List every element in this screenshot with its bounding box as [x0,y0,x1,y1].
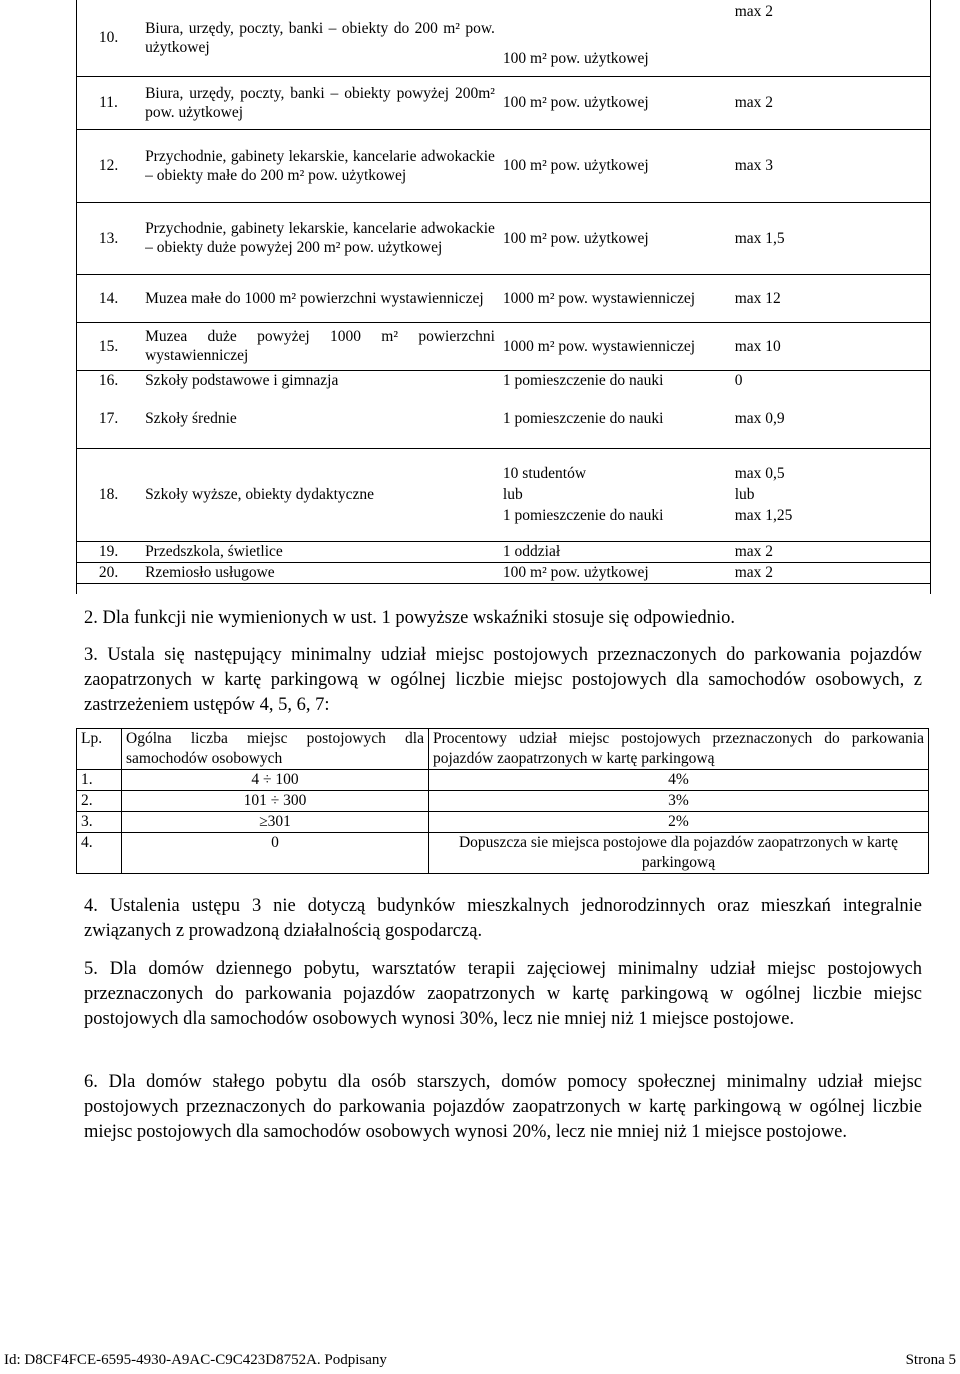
header-total: Ogólna liczba miejsc postojowych dla samochodów osobowych [122,729,429,770]
table-row [76,274,930,322]
row-name: Szkoły wyższe, obiekty dydaktyczne [141,448,499,541]
parking-ratio-table [76,0,930,584]
paragraph-5 [84,957,922,1032]
row-value: max 2 [731,76,930,129]
paragraph-number: 2. [84,608,98,628]
row-number: 13. [76,202,141,274]
unit-line: 10 studentów [502,465,587,482]
row-unit: 1 pomieszczenie do nauki [502,371,664,389]
row-percent: 3% [429,791,929,812]
unit-line: 1 pomieszczenie do nauki [502,507,664,524]
table-row [76,202,930,274]
row-name: Przedszkola, świetlice [141,541,499,562]
row-number: 16. [98,371,119,389]
row-number: 15. [76,322,141,370]
row-value: max 2 [731,541,930,562]
row-unit: 100 m² pow. użytkowej [499,202,731,274]
row-number: 10. [76,0,141,76]
row-value: max 1,5 [731,202,930,274]
row-number: 12. [76,129,141,202]
header-lp: Lp. [77,729,122,770]
row-name: Przychodnie, gabinety lekarskie, kancelarie adwokackie – obiekty duże powyżej 200 m² pow. użytkowej [141,202,499,274]
row-lp: 2. [77,791,122,812]
row-number: 11. [76,76,141,129]
document-id: Id: D8CF4FCE-6595-4930-A9AC-C9C423D8752A. Podpisany [4,1352,387,1368]
table-row [76,390,930,448]
row-value: max 2 [731,0,930,76]
row-name: Muzea duże powyżej 1000 m² powierzchni wystawienniczej [141,322,499,370]
row-name: Biura, urzędy, poczty, banki – obiekty powyżej 200m² pow. użytkowej [141,76,499,129]
row-number: 19. [76,541,141,562]
row-percent: 4% [429,770,929,791]
row-total: ≥301 [122,812,429,833]
row-unit: 100 m² pow. użytkowej [499,0,731,76]
row-number: 14. [76,274,141,322]
table-row [77,812,929,833]
paragraph-number: 6. [84,1072,98,1092]
paragraph-text: Dla domów stałego pobytu dla osób starszych, domów pomocy społecznej minimalny udział miejsc postojowych przeznaczonych do parkowania pojazdów zaopatrzonych w kartę parkingową w ogólnej liczbie miejsc postojowych dla samochodów osobowych wynosi 20%, lecz nie mniej niż 1 miejsce postojowe. [84,1072,923,1142]
table-row [76,370,930,390]
row-value: max 0,9 [731,390,930,448]
value-line: lub [734,486,755,503]
row-number: 17. [76,390,141,448]
row-lp: 4. [77,833,122,874]
paragraph-text: Dla domów dziennego pobytu, warsztatów terapii zajęciowej minimalny udział miejsc postojowych przeznaczonych do parkowania pojazdów zaopatrzonych w kartę parkingową w ogólnej liczbie miejsc postojowych dla samochodów osobowych wynosi 30%, lecz nie mniej niż 1 miejsce postojowe. [84,959,922,1029]
paragraph-number: 3. [84,645,98,665]
table-row [77,770,929,791]
table-row [76,562,930,583]
paragraph-text: Dla funkcji nie wymienionych w ust. 1 powyższe wskaźniki stosuje się odpowiednio. [102,608,735,628]
row-name: Rzemiosło usługowe [141,562,499,583]
row-percent: Dopuszcza sie miejsca postojowe dla pojazdów zaopatrzonych w kartę parkingową [429,833,929,874]
table-row [76,322,930,370]
row-name: Szkoły średnie [141,390,499,448]
row-value: max 12 [731,274,930,322]
header-percent: Procentowy udział miejsc postojowych przeznaczonych do parkowania pojazdów zaopatrzonych w kartę parkingową [429,729,929,770]
row-unit: 100 m² pow. użytkowej [499,562,731,583]
row-total: 101 ÷ 300 [122,791,429,812]
row-name: Muzea małe do 1000 m² powierzchni wystawienniczej [141,274,499,322]
table-row [76,448,930,541]
row-unit [499,448,731,541]
value-line: max 1,25 [734,507,793,524]
row-name: Biura, urzędy, poczty, banki – obiekty do 200 m² pow. użytkowej [141,0,499,76]
row-value: max 3 [731,129,930,202]
unit-line: lub [502,486,523,503]
table-row [76,0,930,76]
paragraph-4 [84,894,922,944]
accessible-parking-table [76,728,929,874]
row-value: max 2 [731,562,930,583]
row-total: 0 [122,833,429,874]
paragraph-text: Ustalenia ustępu 3 nie dotyczą budynków mieszkalnych jednorodzinnych oraz mieszkań integralnie związanych z prowadzoną działalnością gospodarczą. [84,896,922,941]
paragraph-6 [84,1070,922,1145]
table-row [77,833,929,874]
row-lp: 1. [77,770,122,791]
table-row [76,129,930,202]
row-number: 18. [76,448,141,541]
table-header-row [77,729,929,770]
row-lp: 3. [77,812,122,833]
page-number: Strona 5 [905,1352,956,1368]
row-total: 4 ÷ 100 [122,770,429,791]
row-unit: 100 m² pow. użytkowej [499,76,731,129]
row-unit: 1000 m² pow. wystawienniczej [499,274,731,322]
row-unit: 1 pomieszczenie do nauki [499,390,731,448]
paragraph-3 [84,643,922,718]
row-unit: 1000 m² pow. wystawienniczej [499,322,731,370]
row-unit: 100 m² pow. użytkowej [499,129,731,202]
row-value [731,448,930,541]
row-percent: 2% [429,812,929,833]
table-row [76,76,930,129]
row-unit: 1 oddział [499,541,731,562]
paragraph-number: 5. [84,959,98,979]
paragraph-2 [84,606,922,631]
row-value: max 10 [731,322,930,370]
paragraph-text: Ustala się następujący minimalny udział miejsc postojowych przeznaczonych do parkowania pojazdów zaopatrzonych w kartę parkingową w ogólnej liczbie miejsc postojowych dla samochodów osobowych, z zastrzeżeniem ustępów 4, 5, 6, 7: [84,645,923,715]
row-number: 20. [76,562,141,583]
paragraph-number: 4. [84,896,98,916]
table-row [76,541,930,562]
row-name: Przychodnie, gabinety lekarskie, kancelarie adwokackie – obiekty małe do 200 m² pow. użytkowej [141,129,499,202]
table-row [77,791,929,812]
row-name: Szkoły podstawowe i gimnazja [145,371,339,389]
row-value: 0 [734,371,743,389]
value-line: max 0,5 [734,465,785,482]
